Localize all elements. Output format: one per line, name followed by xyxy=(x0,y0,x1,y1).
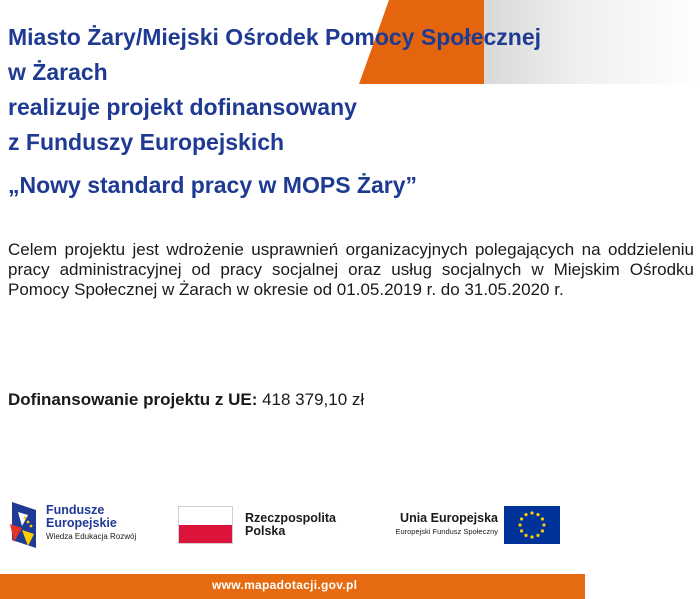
headline-line: Miasto Żary/Miejski Ośrodek Pomocy Społecznej xyxy=(8,24,542,50)
project-title: „Nowy standard pracy w MOPS Żary” xyxy=(8,172,418,198)
website-url[interactable]: www.mapadotacji.gov.pl xyxy=(212,578,358,592)
logo-strip xyxy=(0,498,700,558)
funding-info xyxy=(8,388,364,412)
website-footer-bar xyxy=(0,574,585,599)
project-description: Celem projektu jest wdrożenie usprawnień organizacyjnych polegających na oddzieleniu pracy administracyjnej od pracy socjalnej oraz usług socjalnych w Miejskim Ośrodku Pomocy Społecznej w Żarach w okresie od 01.05.2019 r. do 31.05.2020 r. xyxy=(8,240,694,299)
eu-flag-icon xyxy=(504,506,560,544)
headline-line: realizuje projekt dofinansowany xyxy=(8,94,357,120)
eu-name: Unia Europejska xyxy=(400,511,498,525)
funding-label: Dofinansowanie projektu z UE: xyxy=(8,390,258,409)
fundusze-europejskie-icon xyxy=(8,500,40,550)
funding-amount: 418 379,10 zł xyxy=(262,390,365,409)
fundusze-line2: Europejskie xyxy=(46,516,117,530)
headline xyxy=(8,20,648,160)
polish-flag-icon xyxy=(178,506,233,544)
fundusze-europejskie-logo xyxy=(8,498,158,554)
fundusze-line1: Fundusze xyxy=(46,503,105,517)
fundusze-subtitle: Wiedza Edukacja Rozwój xyxy=(46,532,137,541)
polska-line1: Rzeczpospolita xyxy=(245,511,336,525)
polska-line2: Polska xyxy=(245,524,286,538)
rzeczpospolita-polska-logo xyxy=(178,506,348,546)
headline-line: w Żarach xyxy=(8,59,108,85)
headline-line: z Funduszy Europejskich xyxy=(8,129,285,155)
eu-subtitle: Europejski Fundusz Społeczny xyxy=(395,527,498,536)
unia-europejska-logo xyxy=(370,506,570,546)
